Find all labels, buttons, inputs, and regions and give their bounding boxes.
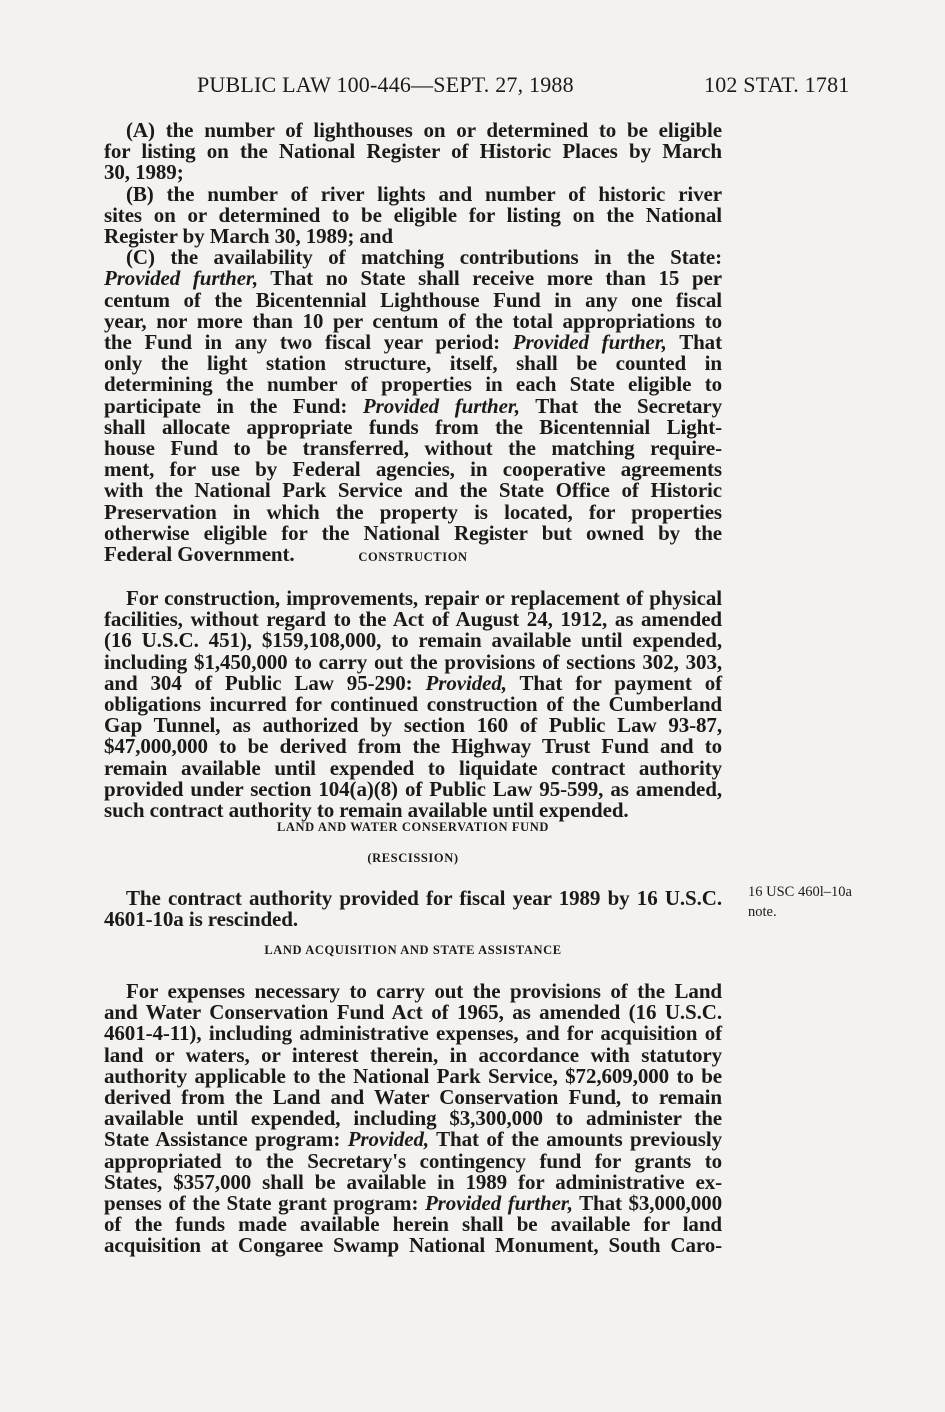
text-line: otherwise eligible for the National Register but owned by the (104, 520, 722, 545)
heading-acquisition: LAND ACQUISITION AND STATE ASSISTANCE (264, 943, 562, 957)
text-line: such contract authority to remain available until expended. (104, 798, 629, 822)
page-header-title: PUBLIC LAW 100-446—SEPT. 27, 1988 (197, 72, 574, 97)
text-line: land or waters, or interest therein, in accordance with statutory (104, 1042, 722, 1067)
text-line: (B) the number of river lights and number of historic river (126, 181, 722, 206)
text-line: participate in the Fund: Provided further, That the Secretary (104, 393, 722, 418)
text-line: 4601-4-11), including administrative expenses, and for acquisition of (104, 1021, 722, 1046)
text-line: sites on or determined to be eligible for listing on the National (104, 202, 722, 227)
text-line: $47,000,000 to be derived from the Highway Trust Fund and to (104, 734, 722, 759)
text-line: the Fund in any two fiscal year period: Provided further, That (104, 330, 722, 354)
text-line: year, nor more than 10 per centum of the total appropriations to (104, 308, 722, 333)
text-line: centum of the Bicentennial Lighthouse Fund in any one fiscal (104, 287, 722, 312)
text-line: States, $357,000 shall be available in 1989 for administrative ex- (104, 1169, 722, 1194)
text-line: and Water Conservation Fund Act of 1965, as amended (16 U.S.C. (104, 1000, 722, 1025)
text-line: and 304 of Public Law 95-290: Provided, That for payment of (104, 670, 722, 695)
text-line: only the light station structure, itself, shall be counted in (104, 351, 722, 376)
text-line: authority applicable to the National Park Service, $72,609,000 to be (104, 1063, 722, 1088)
text-line: available until expended, including $3,300,000 to administer the (104, 1106, 722, 1131)
text-line: (16 U.S.C. 451), $159,108,000, to remain available until expended, (104, 628, 722, 653)
margin-note-label: note. (748, 904, 777, 920)
heading-lwcf: LAND AND WATER CONSERVATION FUND (276, 820, 550, 834)
text-line: penses of the State grant program: Provided further, That $3,000,000 (104, 1191, 722, 1215)
text-line: for listing on the National Register of Historic Places by March (104, 139, 722, 164)
text-line: Gap Tunnel, as authorized by section 160 of Public Law 93-87, (104, 713, 722, 738)
text-line: The contract authority provided for fiscal year 1989 by 16 U.S.C. (126, 886, 722, 910)
margin-note (748, 882, 852, 922)
text-line: Register by March 30, 1989; and (104, 224, 393, 248)
text-line: with the National Park Service and the State Office of Historic (104, 478, 722, 503)
text-line: provided under section 104(a)(8) of Public Law 95-599, as amended, (104, 776, 722, 801)
text-line: determining the number of properties in each State eligible to (104, 372, 722, 397)
text-line: 30, 1989; (104, 160, 184, 185)
text-line: derived from the Land and Water Conservation Fund, to remain (104, 1085, 722, 1109)
text-line: appropriated to the Secretary's contingency fund for grants to (104, 1148, 722, 1173)
text-line: (A) the number of lighthouses on or determined to be eligible (126, 118, 722, 142)
text-line: including $1,450,000 to carry out the provisions of sections 302, 303, (104, 649, 722, 674)
text-line: (C) the availability of matching contributions in the State: (126, 245, 722, 270)
text-line: Preservation in which the property is located, for properties (104, 499, 722, 524)
text-line: ment, for use by Federal agencies, in cooperative agreements (104, 457, 722, 482)
text-line: remain available until expended to liquidate contract authority (104, 755, 722, 780)
text-line: For expenses necessary to carry out the provisions of the Land (126, 979, 722, 1003)
page-header-stat: 102 STAT. 1781 (704, 72, 850, 97)
text-line: shall allocate appropriate funds from the Bicentennial Light- (104, 414, 722, 439)
margin-note-citation: 16 USC 460l–10a (748, 884, 852, 900)
heading-rescission: (RESCISSION) (367, 851, 459, 865)
text-line: obligations incurred for continued construction of the Cumberland (104, 692, 722, 716)
heading-construction: CONSTRUCTION (358, 550, 468, 564)
text-line: acquisition at Congaree Swamp National Monument, South Caro- (104, 1233, 722, 1258)
text-line: house Fund to be transferred, without the matching require- (104, 436, 722, 460)
text-line: Federal Government. (104, 542, 295, 566)
text-line: Provided further, That no State shall receive more than 15 per (104, 266, 722, 291)
text-line: of the funds made available herein shall be available for land (104, 1212, 722, 1237)
text-line: 4601-10a is rescinded. (104, 907, 298, 932)
text-line: State Assistance program: Provided, That of the amounts previously (104, 1127, 722, 1152)
text-line: facilities, without regard to the Act of August 24, 1912, as amended (104, 607, 722, 632)
text-line: For construction, improvements, repair or replacement of physical (126, 586, 722, 610)
